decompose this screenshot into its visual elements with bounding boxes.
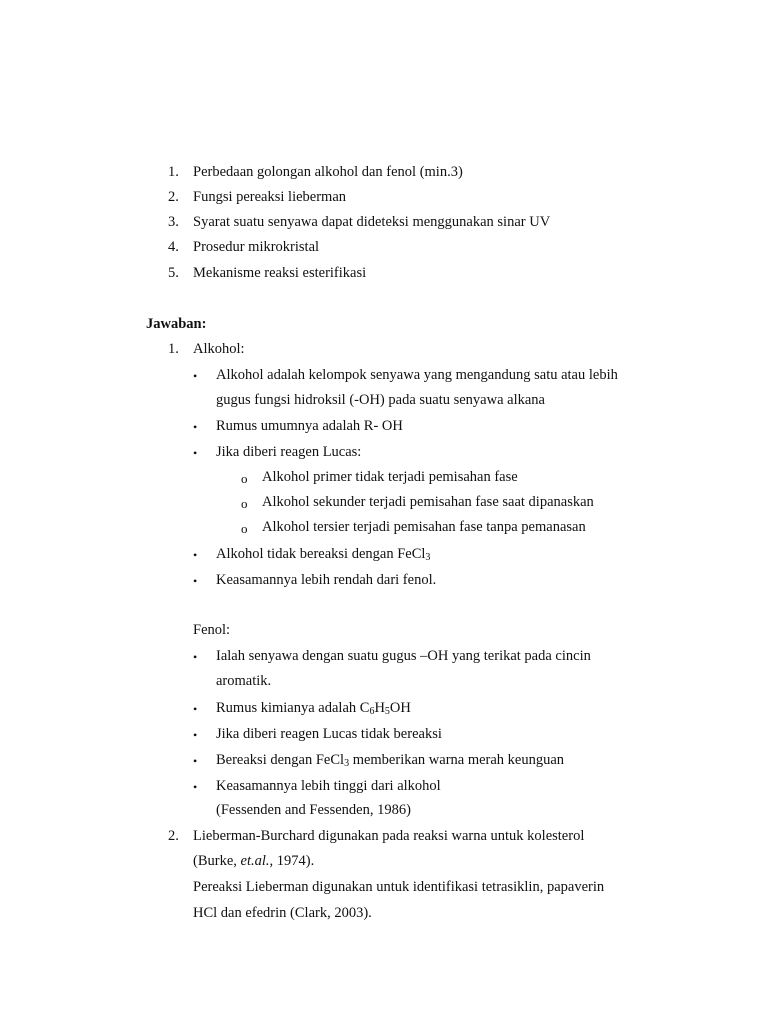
bullet-icon: • <box>193 369 198 383</box>
answer-text: HCl dan efedrin (Clark, 2003). <box>193 905 372 921</box>
sub-bullet-icon: o <box>241 471 248 486</box>
bullet-icon: • <box>193 650 198 664</box>
answer-citation: (Burke, et.al., 1974). <box>193 853 315 869</box>
answer-number: 1. <box>168 341 179 357</box>
answer-text: Pereaksi Lieberman digunakan untuk identifikasi tetrasiklin, papaverin <box>193 879 605 895</box>
list-item: Jika diberi reagen Lucas: <box>216 444 362 460</box>
list-item: Rumus kimianya adalah $C_6H_5OH$ <box>216 700 411 717</box>
question-text: Fungsi pereaksi lieberman <box>193 189 347 205</box>
list-item: Keasamannya lebih rendah dari fenol. <box>216 572 437 588</box>
bullet-icon: • <box>193 420 198 434</box>
bullet-icon: • <box>193 754 198 768</box>
answer-number: 2. <box>168 828 179 844</box>
sub-list-item: Alkohol tersier terjadi pemisahan fase tanpa pemanasan <box>262 519 586 535</box>
question-number: 4. <box>168 239 179 255</box>
question-text: Syarat suatu senyawa dapat dideteksi menggunakan sinar UV <box>193 214 551 230</box>
list-item-continuation: aromatik. <box>216 673 272 689</box>
answer-title-fenol: Fenol: <box>193 622 231 638</box>
question-number: 2. <box>168 189 179 205</box>
question-text: Mekanisme reaksi esterifikasi <box>193 265 367 281</box>
answer-text: Lieberman-Burchard digunakan pada reaksi warna untuk kolesterol <box>193 828 585 844</box>
bullet-icon: • <box>193 702 198 716</box>
question-text: Prosedur mikrokristal <box>193 239 320 255</box>
bullet-icon: • <box>193 446 198 460</box>
sub-list-item: Alkohol primer tidak terjadi pemisahan fase <box>262 469 518 485</box>
question-number: 1. <box>168 164 179 180</box>
question-number: 3. <box>168 214 179 230</box>
list-item: Ialah senyawa dengan suatu gugus –OH yang terikat pada cincin <box>216 648 591 664</box>
citation: (Fessenden and Fessenden, 1986) <box>216 802 411 818</box>
answer-title-alkohol: Alkohol: <box>193 341 245 357</box>
answers-heading: Jawaban: <box>146 316 207 332</box>
list-item: Alkohol tidak bereaksi dengan FeCl$_3$ <box>216 546 431 563</box>
bullet-icon: • <box>193 728 198 742</box>
list-item: Alkohol adalah kelompok senyawa yang mengandung satu atau lebih <box>216 367 618 383</box>
list-item: Rumus umumnya adalah R- OH <box>216 418 403 434</box>
bullet-icon: • <box>193 548 198 562</box>
question-number: 5. <box>168 265 179 281</box>
sub-list-item: Alkohol sekunder terjadi pemisahan fase saat dipanaskan <box>262 494 594 510</box>
sub-bullet-icon: o <box>241 496 248 511</box>
list-item: Bereaksi dengan FeCl$_3$ memberikan warna merah keunguan <box>216 752 565 769</box>
question-text: Perbedaan golongan alkohol dan fenol (min.3) <box>193 164 463 180</box>
list-item-continuation: gugus fungsi hidroksil (-OH) pada suatu senyawa alkana <box>216 392 545 408</box>
bullet-icon: • <box>193 574 198 588</box>
list-item: Keasamannya lebih tinggi dari alkohol <box>216 778 441 794</box>
bullet-icon: • <box>193 780 198 794</box>
list-item: Jika diberi reagen Lucas tidak bereaksi <box>216 726 442 742</box>
sub-bullet-icon: o <box>241 521 248 536</box>
